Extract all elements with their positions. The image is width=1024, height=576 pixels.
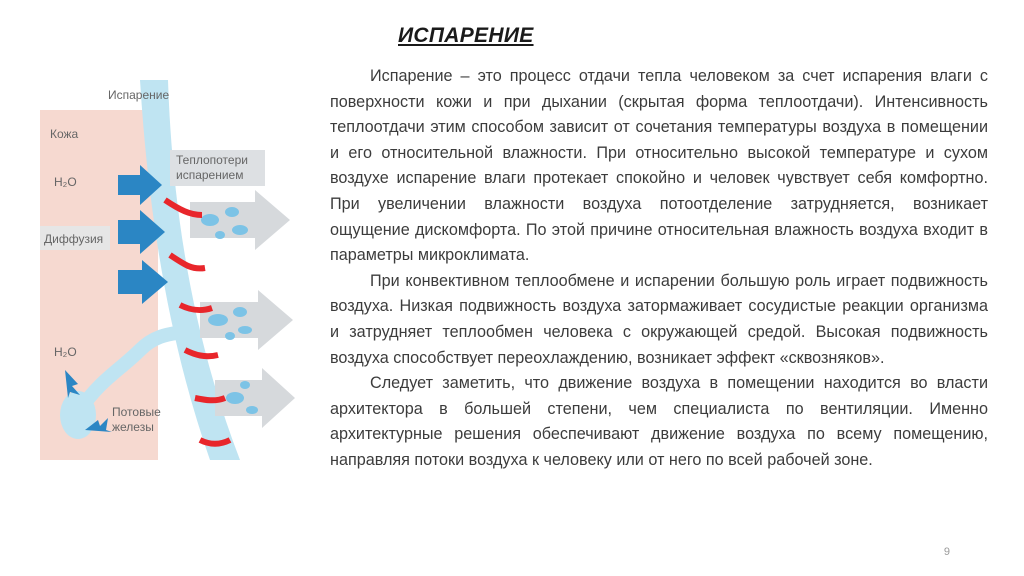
water-arrows [118, 165, 168, 304]
evaporation-diagram [40, 80, 310, 460]
slide-title: ИСПАРЕНИЕ [398, 24, 534, 47]
sweat-gland [60, 391, 96, 439]
diffusion-label: Диффузия [44, 232, 104, 246]
body-text [330, 64, 988, 474]
page-number: 9 [943, 546, 950, 558]
paragraph-2: При конвективном теплообмене и испарении большую роль играет подвижность воздуха. Низкая подвижность воздуха затормаживает сосудистые реакции организма и затрудняет теплообмен человека с окружающей средой. Высокая подвижность воздуха способствует переохлаждению, возникает эффект «сквозняков». [330, 271, 988, 367]
glands-label-2: железы [112, 420, 154, 434]
paragraph-1: Испарение – это процесс отдачи тепла человеком за счет испарения влаги с поверхности кожи и при дыхании (скрытая форма теплоотдачи). Интенсивность теплоотдачи этим способом зависит от сочетания температуры воздуха в помещении и его относительной влажности. При относительно высокой температуре и сухом воздухе испарение влаги протекает спокойно и человек чувствует себя комфортно. При увеличении влажности воздуха потоотделение затрудняется, возникает ощущение дискомфорта. По этой причине относительная влажность воздуха входит в параметры микроклимата. [330, 67, 988, 265]
red-arrow-5 [195, 398, 225, 400]
figure-heading: Испарение [108, 88, 170, 102]
h2o-label-top: H₂O [54, 175, 77, 189]
paragraph-3: Следует заметить, что движение воздуха в помещении находится во власти архитектора в большей степени, чем специалиста по вентиляции. Именно архитектурные решения обеспечивают движение воздуха по всему помещению, направляя потоки воздуха к человеку или от него по всей рабочей зоне. [330, 374, 988, 469]
heat-loss-label-1: Теплопотери [176, 153, 248, 167]
heat-loss-label-2: испарением [176, 168, 244, 182]
h2o-label-bottom: H₂O [54, 345, 77, 359]
glands-label-1: Потовые [112, 405, 161, 419]
skin-label: Кожа [50, 127, 79, 141]
evaporation-diagram-svg [40, 80, 310, 460]
